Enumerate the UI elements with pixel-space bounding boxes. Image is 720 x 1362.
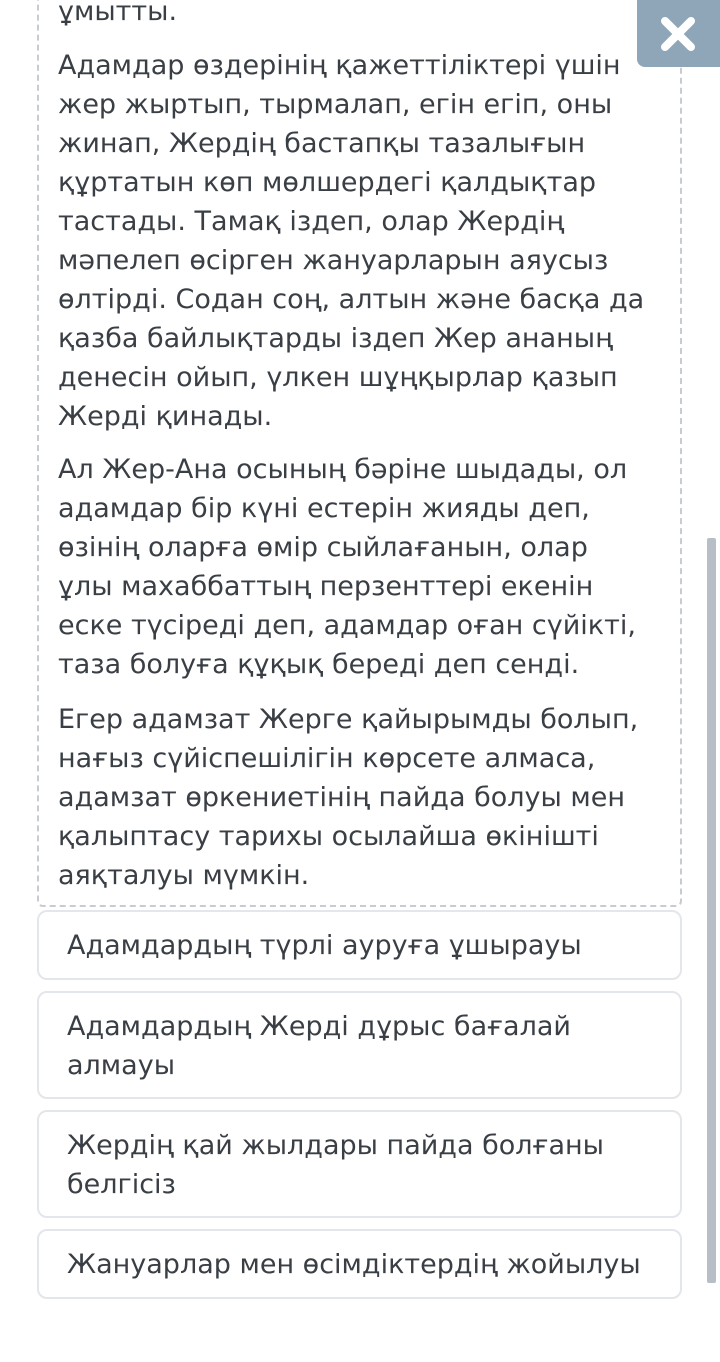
answer-option-label: Адамдардың Жерді дұрыс бағалай алмауы bbox=[67, 1011, 571, 1081]
answer-option-2[interactable] bbox=[37, 991, 682, 1099]
answer-option-label: Жердің қай жылдары пайда болғаны белгісіз bbox=[67, 1130, 604, 1200]
passage-paragraph-3: Егер адамзат Жерге қайырымды болып, нағыз сүйіспешілігін көрсете алмаса, адамзат өркениетінің пайда болуы мен қалыптасу тарихы осылайша өкінішті аяқталуы мүмкін. bbox=[58, 704, 639, 891]
answer-option-label: Адамдардың түрлі ауруға ұшырауы bbox=[67, 930, 582, 961]
close-button[interactable] bbox=[637, 0, 720, 67]
close-icon bbox=[660, 16, 696, 52]
passage-paragraph-2: Ал Жер-Ана осының бәріне шыдады, ол адамдар бір күні естерін жияды деп, өзінің оларға өмір сыйлағанын, олар ұлы махаббаттың перзенттері екенін еске түсіреді деп, адамдар оған сүйікті, таза болуға құқық береді деп сенді. bbox=[58, 454, 636, 680]
passage-paragraph-1: Адамдар өздерінің қажеттіліктері үшін жер жыртып, тырмалап, егін егіп, оны жинап, Жердің бастапқы тазалығын құртатын көп мөлшердегі қалдықтар тастады. Тамақ іздеп, олар Жердің мәпелеп өсірген жануарларын аяусыз өлтірді. Содан соң, алтын және басқа да қазба байлықтарды іздеп Жер ананың денесін ойып, үлкен шұңқырлар қазып Жерді қинады. bbox=[58, 50, 645, 432]
scrollbar[interactable] bbox=[707, 538, 716, 1283]
answer-option-4[interactable] bbox=[37, 1229, 682, 1299]
answer-option-1[interactable] bbox=[37, 910, 682, 980]
answer-option-label: Жануарлар мен өсімдіктердің жойылуы bbox=[67, 1249, 641, 1280]
answer-option-3[interactable] bbox=[37, 1110, 682, 1218]
passage-top-line: ұмытты. bbox=[58, 0, 178, 27]
